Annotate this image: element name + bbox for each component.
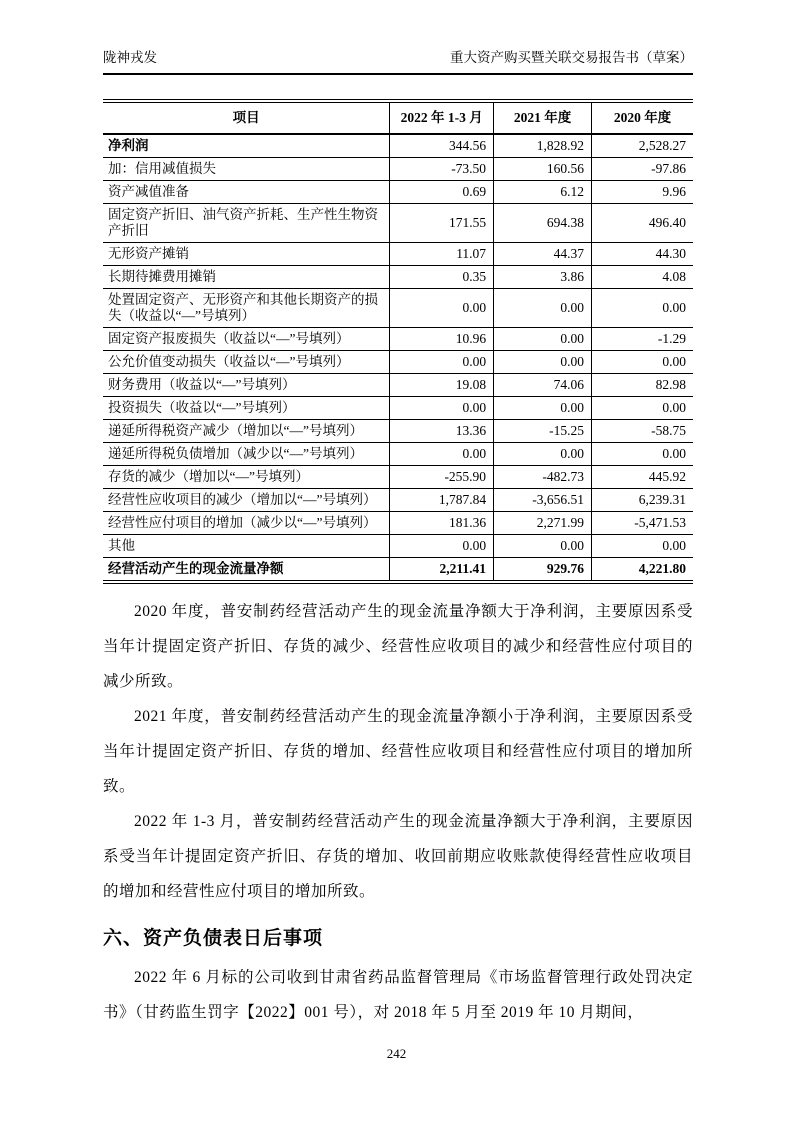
row-label: 处置固定资产、无形资产和其他长期资产的损失（收益以“—”号填列）	[103, 289, 390, 328]
table-header-row	[103, 101, 693, 134]
table-row	[103, 443, 693, 466]
row-value: -5,471.53	[592, 512, 694, 535]
row-value: 0.00	[494, 289, 592, 328]
row-value: 6,239.31	[592, 489, 694, 512]
row-value: 0.00	[494, 351, 592, 374]
row-value: 13.36	[390, 420, 494, 443]
column-header-2021: 2021 年度	[494, 101, 592, 134]
row-value: 2,528.27	[592, 134, 694, 158]
row-value: 11.07	[390, 243, 494, 266]
row-value: 4.08	[592, 266, 694, 289]
row-value: -58.75	[592, 420, 694, 443]
row-value: 1,787.84	[390, 489, 494, 512]
row-value: 0.00	[494, 535, 592, 558]
row-label: 递延所得税资产减少（增加以“—”号填列）	[103, 420, 390, 443]
row-value: 171.55	[390, 204, 494, 243]
table-row	[103, 328, 693, 351]
row-value: 2,271.99	[494, 512, 592, 535]
row-value: -1.29	[592, 328, 694, 351]
row-label: 加：信用减值损失	[103, 158, 390, 181]
row-label: 固定资产折旧、油气资产折耗、生产性生物资产折旧	[103, 204, 390, 243]
row-label: 无形资产摊销	[103, 243, 390, 266]
row-label: 经营活动产生的现金流量净额	[103, 558, 390, 583]
page-number: 242	[386, 1046, 407, 1061]
section-heading-post-balance-sheet-events: 六、资产负债表日后事项	[103, 928, 324, 949]
row-value: 181.36	[390, 512, 494, 535]
row-value: 0.00	[494, 397, 592, 420]
row-value: 2,211.41	[390, 558, 494, 583]
row-value: -255.90	[390, 466, 494, 489]
table-row	[103, 204, 693, 243]
row-label: 净利润	[103, 134, 390, 158]
row-value: 0.69	[390, 181, 494, 204]
row-value: 0.00	[592, 351, 694, 374]
row-value: 44.37	[494, 243, 592, 266]
row-value: 82.98	[592, 374, 694, 397]
paragraph-2022-analysis: 2022 年 1-3 月，普安制药经营活动产生的现金流量净额大于净利润，主要原因系受当年计提固定资产折旧、存货的增加、收回前期应收账款使得经营性应收项目的增加和经营性应付项目的增加所致。	[103, 813, 693, 900]
row-label: 财务费用（收益以“—”号填列）	[103, 374, 390, 397]
row-value: -97.86	[592, 158, 694, 181]
table-row	[103, 535, 693, 558]
table-row	[103, 243, 693, 266]
table-row	[103, 397, 693, 420]
row-value: 9.96	[592, 181, 694, 204]
header-company-name: 陇神戎发	[103, 50, 157, 65]
row-value: 445.92	[592, 466, 694, 489]
table-row	[103, 266, 693, 289]
row-value: 6.12	[494, 181, 592, 204]
row-label: 长期待摊费用摊销	[103, 266, 390, 289]
row-value: 0.00	[390, 351, 494, 374]
page-header	[103, 46, 693, 75]
column-header-2022-q1: 2022 年 1-3 月	[390, 101, 494, 134]
row-value: -3,656.51	[494, 489, 592, 512]
table-row	[103, 558, 693, 583]
paragraph-penalty-decision: 2022 年 6 月标的公司收到甘肃省药品监督管理局《市场监督管理行政处罚决定书》（甘药监生罚字【2022】001 号），对 2018 年 5 月至 2019 年 10 月期间，	[103, 969, 693, 1021]
row-value: 694.38	[494, 204, 592, 243]
row-value: 0.00	[390, 397, 494, 420]
row-label: 资产减值准备	[103, 181, 390, 204]
column-header-2020: 2020 年度	[592, 101, 694, 134]
row-value: -73.50	[390, 158, 494, 181]
row-label: 公允价值变动损失（收益以“—”号填列）	[103, 351, 390, 374]
row-value: 344.56	[390, 134, 494, 158]
table-row	[103, 289, 693, 328]
table-row	[103, 466, 693, 489]
row-value: 0.00	[390, 289, 494, 328]
row-value: 0.00	[390, 535, 494, 558]
table-row	[103, 134, 693, 158]
row-value: 0.00	[494, 328, 592, 351]
row-value: 0.35	[390, 266, 494, 289]
row-label: 经营性应收项目的减少（增加以“—”号填列）	[103, 489, 390, 512]
analysis-paragraphs	[103, 594, 693, 909]
row-value: 1,828.92	[494, 134, 592, 158]
row-label: 递延所得税负债增加（减少以“—”号填列）	[103, 443, 390, 466]
paragraph-2021-analysis: 2021 年度，普安制药经营活动产生的现金流量净额小于净利润，主要原因系受当年计提固定资产折旧、存货的增加、经营性应收项目和经营性应付项目的增加所致。	[103, 708, 693, 795]
row-label: 投资损失（收益以“—”号填列）	[103, 397, 390, 420]
row-value: 0.00	[592, 397, 694, 420]
row-value: 10.96	[390, 328, 494, 351]
row-value: 44.30	[592, 243, 694, 266]
row-label: 固定资产报废损失（收益以“—”号填列）	[103, 328, 390, 351]
table-row	[103, 351, 693, 374]
row-value: 0.00	[390, 443, 494, 466]
row-value: 0.00	[592, 289, 694, 328]
header-doc-title: 重大资产购买暨关联交易报告书（草案）	[450, 50, 693, 65]
row-value: -482.73	[494, 466, 592, 489]
row-value: 19.08	[390, 374, 494, 397]
row-value: 0.00	[494, 443, 592, 466]
row-value: 0.00	[592, 535, 694, 558]
row-value: 160.56	[494, 158, 592, 181]
table-row	[103, 489, 693, 512]
column-header-item: 项目	[103, 101, 390, 134]
table-row	[103, 181, 693, 204]
row-label: 经营性应付项目的增加（减少以“—”号填列）	[103, 512, 390, 535]
row-value: 0.00	[592, 443, 694, 466]
row-value: -15.25	[494, 420, 592, 443]
table-row	[103, 512, 693, 535]
row-value: 3.86	[494, 266, 592, 289]
paragraph-2020-analysis: 2020 年度，普安制药经营活动产生的现金流量净额大于净利润，主要原因系受当年计提固定资产折旧、存货的减少、经营性应收项目的减少和经营性应付项目的减少所致。	[103, 603, 693, 690]
row-value: 4,221.80	[592, 558, 694, 583]
row-label: 其他	[103, 535, 390, 558]
table-row	[103, 374, 693, 397]
table-row	[103, 420, 693, 443]
table-row	[103, 158, 693, 181]
row-value: 496.40	[592, 204, 694, 243]
table-body	[103, 134, 693, 582]
row-value: 929.76	[494, 558, 592, 583]
row-value: 74.06	[494, 374, 592, 397]
row-label: 存货的减少（增加以“—”号填列）	[103, 466, 390, 489]
cash-flow-adjustment-table	[103, 99, 693, 584]
